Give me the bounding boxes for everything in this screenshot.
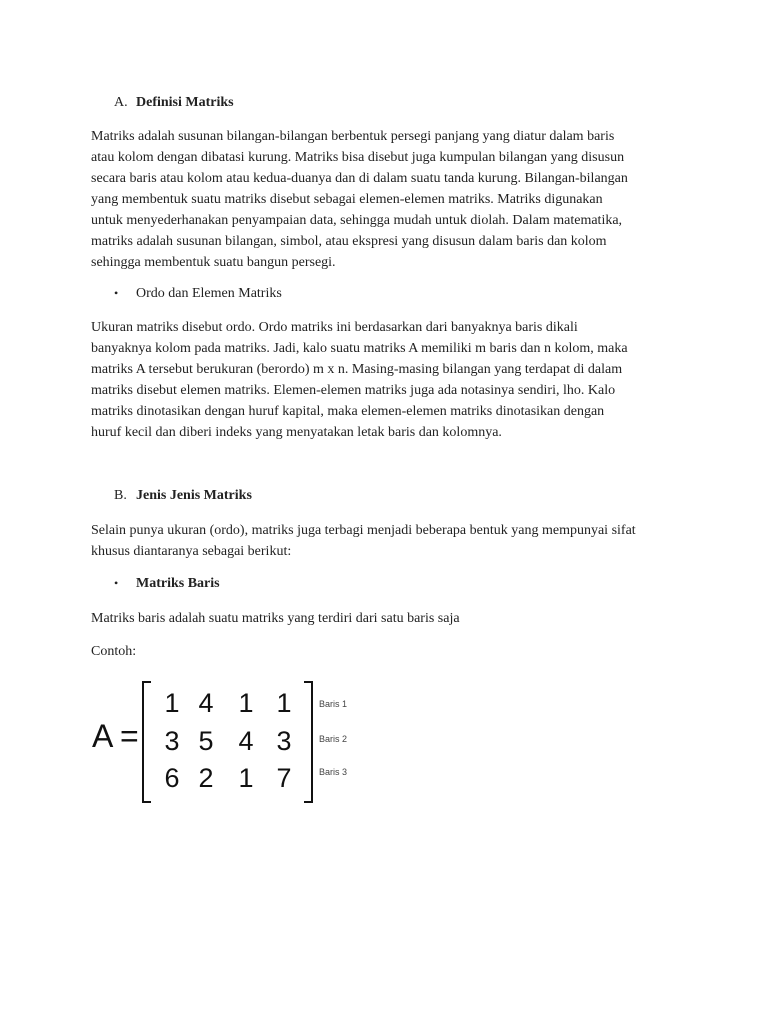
paragraph-line: atau kolom dengan dibatasi kurung. Matriks bisa disebut juga kumpulan bilangan yang disusun xyxy=(91,150,625,165)
matrix-cell: 6 xyxy=(164,763,180,793)
example-label: Contoh: xyxy=(91,644,137,659)
matrix-cell: 1 xyxy=(164,688,180,718)
row-label: Baris 1 xyxy=(319,699,348,709)
paragraph-jenis xyxy=(91,520,691,562)
paragraph-line: untuk menyederhanakan penyampaian data, sehingga mudah untuk diolah. Dalam matematika, xyxy=(91,213,623,228)
paragraph-line: banyaknya kolom pada matriks. Jadi, kalo suatu matriks A memiliki m baris dan n kolom, maka xyxy=(91,341,628,356)
matrix-cell: 2 xyxy=(198,763,214,793)
paragraph-line: Selain punya ukuran (ordo), matriks juga terbagi menjadi beberapa bentuk yang mempunyai sifat xyxy=(91,523,636,538)
matrix-cell: 5 xyxy=(198,726,214,756)
paragraph-line: Ukuran matriks disebut ordo. Ordo matriks ini berdasarkan dari banyaknya baris dikali xyxy=(91,320,578,335)
heading-jenis-jenis-matriks xyxy=(114,488,252,504)
paragraph-line: yang membentuk suatu matriks disebut sebagai elemen-elemen matriks. Matriks digunakan xyxy=(91,192,603,207)
heading-title: Jenis Jenis Matriks xyxy=(136,488,252,503)
matrix-cell: 4 xyxy=(198,688,214,718)
paragraph-line: Matriks adalah susunan bilangan-bilangan berbentuk persegi panjang yang diatur dalam baris xyxy=(91,129,615,144)
bullet-ordo-dan-elemen xyxy=(114,286,282,302)
paragraph-line: khusus diantaranya sebagai berikut: xyxy=(91,544,292,559)
matrix-example xyxy=(88,676,368,806)
bullet-matriks-baris xyxy=(114,576,220,592)
heading-definisi-matriks xyxy=(114,95,234,111)
paragraph-line: huruf kecil dan diberi indeks yang menyatakan letak baris dan kolomnya. xyxy=(91,425,502,440)
matrix-cell: 1 xyxy=(238,688,254,718)
bullet-dot: • xyxy=(114,576,119,590)
matrix-cell: 1 xyxy=(238,763,254,793)
bullet-title: Ordo dan Elemen Matriks xyxy=(136,286,282,301)
matrix-cell: 3 xyxy=(276,726,292,756)
paragraph-line: matriks adalah susunan bilangan, simbol, atau ekspresi yang disusun dalam baris dan kolom xyxy=(91,234,607,249)
paragraph-line: sehingga membentuk suatu bangun persegi. xyxy=(91,255,336,270)
matrix-cell: 7 xyxy=(276,763,292,793)
right-bracket xyxy=(304,681,313,803)
bullet-title: Matriks Baris xyxy=(136,576,220,591)
heading-letter: A. xyxy=(114,95,128,110)
left-bracket xyxy=(142,681,151,803)
paragraph-line: matriks A tersebut berukuran (berordo) m x n. Masing-masing bilangan yang terdapat di dalam xyxy=(91,362,623,377)
paragraph-ordo xyxy=(91,317,691,443)
paragraph-definisi xyxy=(91,126,691,273)
row-label: Baris 2 xyxy=(319,734,348,744)
paragraph-line: secara baris atau kolom atau kedua-duanya dan di dalam suatu tanda kurung. Bilangan-bilangan xyxy=(91,171,628,186)
matrix-equals: = xyxy=(120,718,139,754)
paragraph-line: matriks disebut elemen matriks. Elemen-elemen matriks juga ada notasinya sendiri, lho. Kalo xyxy=(91,383,616,398)
matrix-cell: 3 xyxy=(164,726,180,756)
heading-title: Definisi Matriks xyxy=(136,95,234,110)
matrix-cell: 4 xyxy=(238,726,254,756)
paragraph-line: matriks dinotasikan dengan huruf kapital, maka elemen-elemen matriks dinotasikan dengan xyxy=(91,404,605,419)
matrix-name: A xyxy=(92,718,114,754)
matriks-baris-description: Matriks baris adalah suatu matriks yang terdiri dari satu baris saja xyxy=(91,611,460,626)
row-label: Baris 3 xyxy=(319,767,348,777)
bullet-dot: • xyxy=(114,286,119,300)
matrix-cell: 1 xyxy=(276,688,292,718)
heading-letter: B. xyxy=(114,488,127,503)
